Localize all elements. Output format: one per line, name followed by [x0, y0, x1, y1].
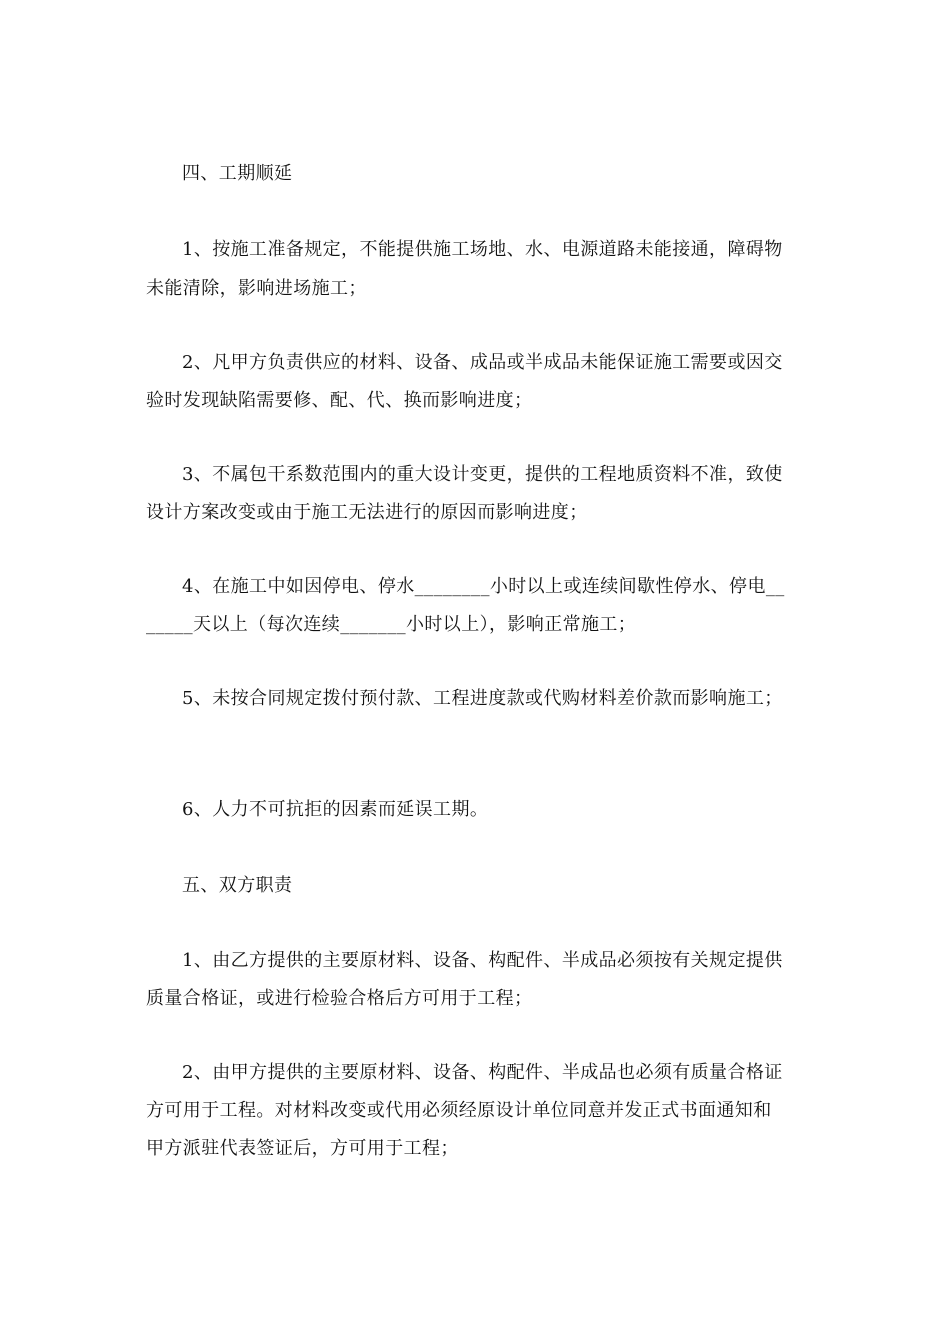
paragraph-4-4-line-1: 4、在施工中如因停电、停水________小时以上或连续间歇性停水、停电__: [182, 576, 785, 597]
paragraph-5-2-line-3: 甲方派驻代表签证后，方可用于工程；: [146, 1138, 459, 1159]
paragraph-4-1-line-1: 1、按施工准备规定，不能提供施工场地、水、电源道路未能接通，障碍物: [182, 239, 783, 260]
paragraph-4-2-line-2: 验时发现缺陷需要修、配、代、换而影响进度；: [146, 390, 533, 411]
paragraph-4-3-line-2: 设计方案改变或由于施工无法进行的原因而影响进度；: [146, 502, 588, 523]
section-heading-5: 五、双方职责: [182, 875, 293, 896]
paragraph-5-1-line-1: 1、由乙方提供的主要原材料、设备、构配件、半成品必须按有关规定提供: [182, 950, 783, 971]
paragraph-5-2-line-2: 方可用于工程。对材料改变或代用必须经原设计单位同意并发正式书面通知和: [146, 1100, 772, 1121]
paragraph-4-6: 6、人力不可抗拒的因素而延误工期。: [182, 799, 489, 820]
paragraph-4-4-line-2: _____天以上（每次连续_______小时以上），影响正常施工；: [146, 614, 637, 635]
section-heading-4: 四、工期顺延: [182, 163, 293, 184]
paragraph-4-1-line-2: 未能清除，影响进场施工；: [146, 278, 367, 299]
paragraph-5-2-line-1: 2、由甲方提供的主要原材料、设备、构配件、半成品也必须有质量合格证: [182, 1062, 783, 1083]
paragraph-5-1-line-2: 质量合格证，或进行检验合格后方可用于工程；: [146, 988, 533, 1009]
paragraph-4-5: 5、未按合同规定拨付预付款、工程进度款或代购材料差价款而影响施工；: [182, 688, 783, 709]
paragraph-4-3-line-1: 3、不属包干系数范围内的重大设计变更，提供的工程地质资料不准，致使: [182, 464, 783, 485]
paragraph-4-2-line-1: 2、凡甲方负责供应的材料、设备、成品或半成品未能保证施工需要或因交: [182, 352, 783, 373]
